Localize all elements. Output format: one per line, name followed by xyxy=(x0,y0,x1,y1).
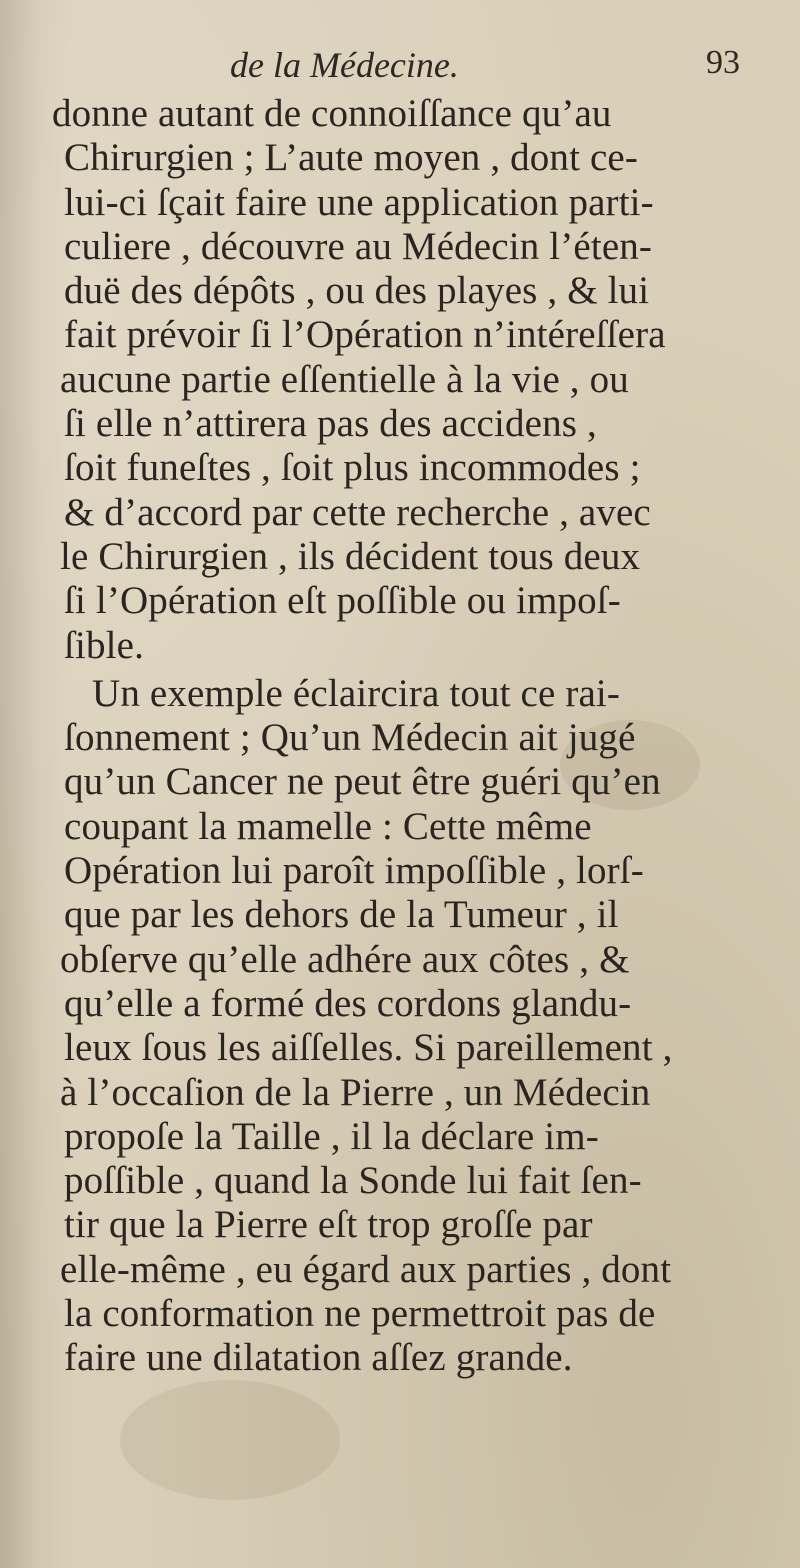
paper-stain xyxy=(120,1380,340,1500)
paragraph-start-line: Un exemple éclaircira tout ce rai- xyxy=(92,671,621,715)
text-line: ſible. xyxy=(64,623,144,667)
text-line: à l’occaſion de la Pierre , un Médecin xyxy=(60,1070,651,1114)
text-line: elle-même , eu égard aux parties , dont xyxy=(60,1247,672,1291)
text-line: faire une dilatation aſſez grande. xyxy=(64,1336,573,1380)
text-line: ſi elle n’attirera pas des accidens , xyxy=(64,402,597,446)
text-line: que par les dehors de la Tumeur , il xyxy=(64,893,619,937)
page-number: 93 xyxy=(706,44,740,81)
text-line: Opération lui paroît impoſſible , lorſ- xyxy=(64,849,644,893)
text-line: & d’accord par cette recherche , avec xyxy=(64,490,651,534)
text-body xyxy=(52,92,752,1381)
text-line: ſi l’Opération eſt poſſible ou impoſ- xyxy=(64,579,621,623)
text-line: leux ſous les aiſſelles. Si pareillement , xyxy=(64,1026,673,1070)
text-line: fait prévoir ſi l’Opération n’intéreſſera xyxy=(64,313,666,357)
text-line: coupant la mamelle : Cette même xyxy=(64,804,592,848)
text-line: ſoit funeſtes , ſoit plus incommodes ; xyxy=(64,446,641,490)
text-line: qu’un Cancer ne peut être guéri qu’en xyxy=(64,760,661,804)
text-line: ſonnement ; Qu’un Médecin ait jugé xyxy=(64,716,636,760)
text-line: culiere , découvre au Médecin l’éten- xyxy=(64,224,653,268)
text-line: le Chirurgien , ils décident tous deux xyxy=(60,534,641,578)
text-line: obſerve qu’elle adhére aux côtes , & xyxy=(60,937,630,981)
text-line: propoſe la Taille , il la déclare im- xyxy=(64,1114,599,1158)
text-line: aucune partie eſſentielle à la vie , ou xyxy=(60,357,629,401)
text-line: Chirurgien ; L’aute moyen , dont ce- xyxy=(64,136,639,180)
running-title: de la Médecine. xyxy=(230,45,459,85)
text-line: donne autant de connoiſſance qu’au xyxy=(52,92,612,135)
text-line: duë des dépôts , ou des playes , & lui xyxy=(64,269,650,313)
text-line: poſſible , quand la Sonde lui fait ſen- xyxy=(64,1159,642,1203)
text-line: la conformation ne permettroit pas de xyxy=(64,1292,656,1336)
running-head xyxy=(60,44,740,90)
text-line: tir que la Pierre eſt trop groſſe par xyxy=(64,1203,593,1247)
text-line: qu’elle a formé des cordons glandu- xyxy=(64,981,632,1025)
text-line: lui-ci ſçait faire une application parti- xyxy=(64,180,654,224)
